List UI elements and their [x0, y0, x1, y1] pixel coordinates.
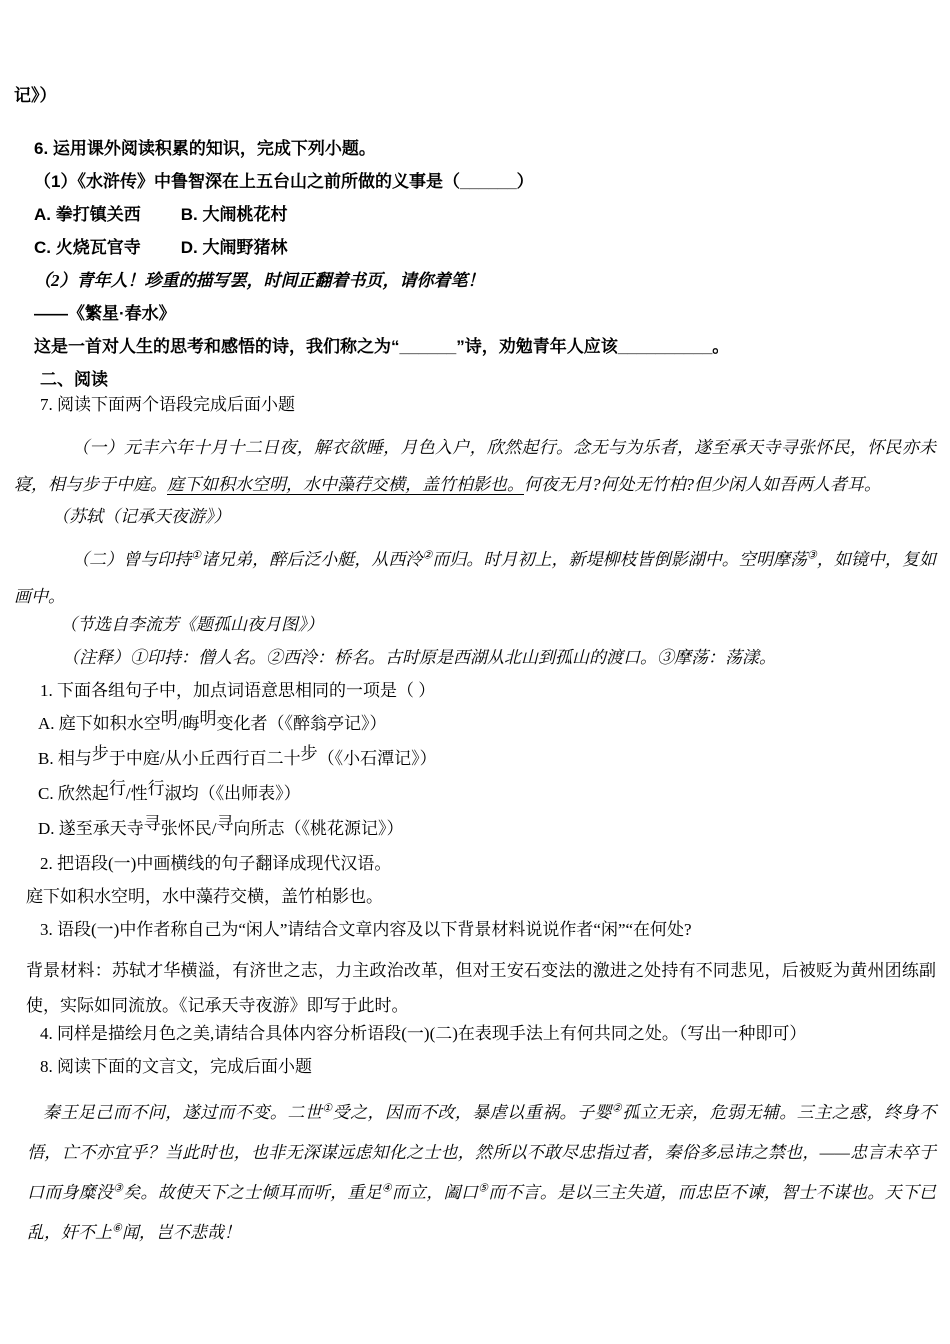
section-2-heading: 二、阅读 — [40, 370, 108, 389]
q7-sub2-sentence: 庭下如积水空明，水中藻荇交横，盖竹柏影也。 — [26, 887, 383, 906]
q7-passage-1-source: （苏轼（记承天夜游》） — [52, 507, 231, 526]
q7-passage-2-source: （节选自李流芳《题孤山夜月图》） — [60, 615, 324, 634]
q7-sub1-option-b: B. 相与步于中庭/从小丘西行百二十步（《小石潭记》） — [38, 744, 437, 768]
q7-passage-notes: （注释）①印持：僧人名。②西泠：桥名。古时原是西湖从北山到孤山的渡口。③摩荡：荡漾。 — [62, 648, 776, 667]
q6-option-c: C. 火烧瓦官寺 — [34, 238, 141, 257]
q7-sub1-option-d: D. 遂至承天寺寻张怀民/寻向所志（《桃花源记》） — [38, 814, 404, 838]
question-8-stem: 8. 阅读下面的文言文，完成后面小题 — [40, 1057, 312, 1076]
q7-sub1-option-a: A. 庭下如积水空明/晦明变化者（《醉翁亭记》） — [38, 709, 387, 733]
question-6-sub2: （2）青年人！珍重的描写罢，时间正翻着书页，请你着笔！ — [34, 271, 485, 290]
q7-sub2-stem: 2. 把语段(一)中画横线的句子翻译成现代汉语。 — [40, 854, 392, 873]
question-6-options-row-1 — [34, 205, 936, 225]
question-6-stem: 6. 运用课外阅读积累的知识，完成下列小题。 — [34, 139, 376, 158]
question-6-sub1: （1）《水浒传》中鲁智深在上五台山之前所做的义事是（______） — [34, 172, 534, 191]
q8-passage: 秦王足己而不问，遂过而不变。二世①受之，因而不改，暴虐以重祸。子婴②孤立无亲，危弱无辅。三主之惑，终身不悟，亡不亦宜乎？当此时也，也非无深谋远虑知化之士也，然所以不敢尽忠指过者，秦俗多忌讳之禁也，——忠言未卒于口而身糜没③矣。故使天下之士倾耳而听，重足④而立，阖口⑤而不言。是以三主失道，而忠臣不谏，智士不谋也。天下已乱，奸不上⑥闻，岂不悲哉！ — [27, 1102, 937, 1242]
fragment-line: 记》） — [14, 86, 57, 105]
q7-passage-1: （一）元丰六年十月十二日夜，解衣欲睡，月色入户，欣然起行。念无与为乐者，遂至承天寺寻张怀民，怀民亦未寝，相与步于中庭。庭下如积水空明，水中藻荇交横，盖竹柏影也。何夜无月?何处无竹柏?但少闲人如吾两人者耳。 — [14, 438, 936, 494]
q7-sub3-background-material: 背景材料：苏轼才华横溢，有济世之志，力主政治改革，但对王安石变法的激进之处持有不同悲见，后被贬为黄州团练副使，实际如同流放。《记承天寺夜游》即写于此时。 — [26, 961, 936, 1015]
question-7-stem: 7. 阅读下面两个语段完成后面小题 — [40, 395, 295, 414]
q7-sub1-option-c: C. 欣然起行/性行淑均（《出师表》） — [38, 779, 301, 803]
question-6-poem-source: ——《繁星·春水》 — [34, 304, 176, 323]
q7-sub1-stem: 1. 下面各组句子中，加点词语意思相同的一项是（ ） — [40, 681, 436, 700]
q7-sub3-stem: 3. 语段(一)中作者称自己为“闲人”请结合文章内容及以下背景材料说说作者“闲”“在何处? — [40, 920, 692, 939]
q7-passage-2: （二）曾与印持①诸兄弟，醉后泛小艇，从西泠②而归。时月初上，新堤柳枝皆倒影湖中。空明摩荡③，如镜中，复如画中。 — [14, 549, 936, 606]
q6-option-d: D. 大闹野猪林 — [180, 238, 288, 257]
question-6-fill-blank: 这是一首对人生的思考和感悟的诗，我们称之为“______”诗，劝勉青年人应该__________。 — [34, 337, 730, 356]
q6-option-b: B. 大闹桃花村 — [180, 205, 288, 224]
q7-sub4-stem: 4. 同样是描绘月色之美,请结合具体内容分析语段(一)(二)在表现手法上有何共同之处。（写出一种即可） — [40, 1024, 807, 1043]
q6-option-a: A. 拳打镇关西 — [34, 205, 141, 224]
question-6-options-row-2 — [34, 238, 936, 258]
